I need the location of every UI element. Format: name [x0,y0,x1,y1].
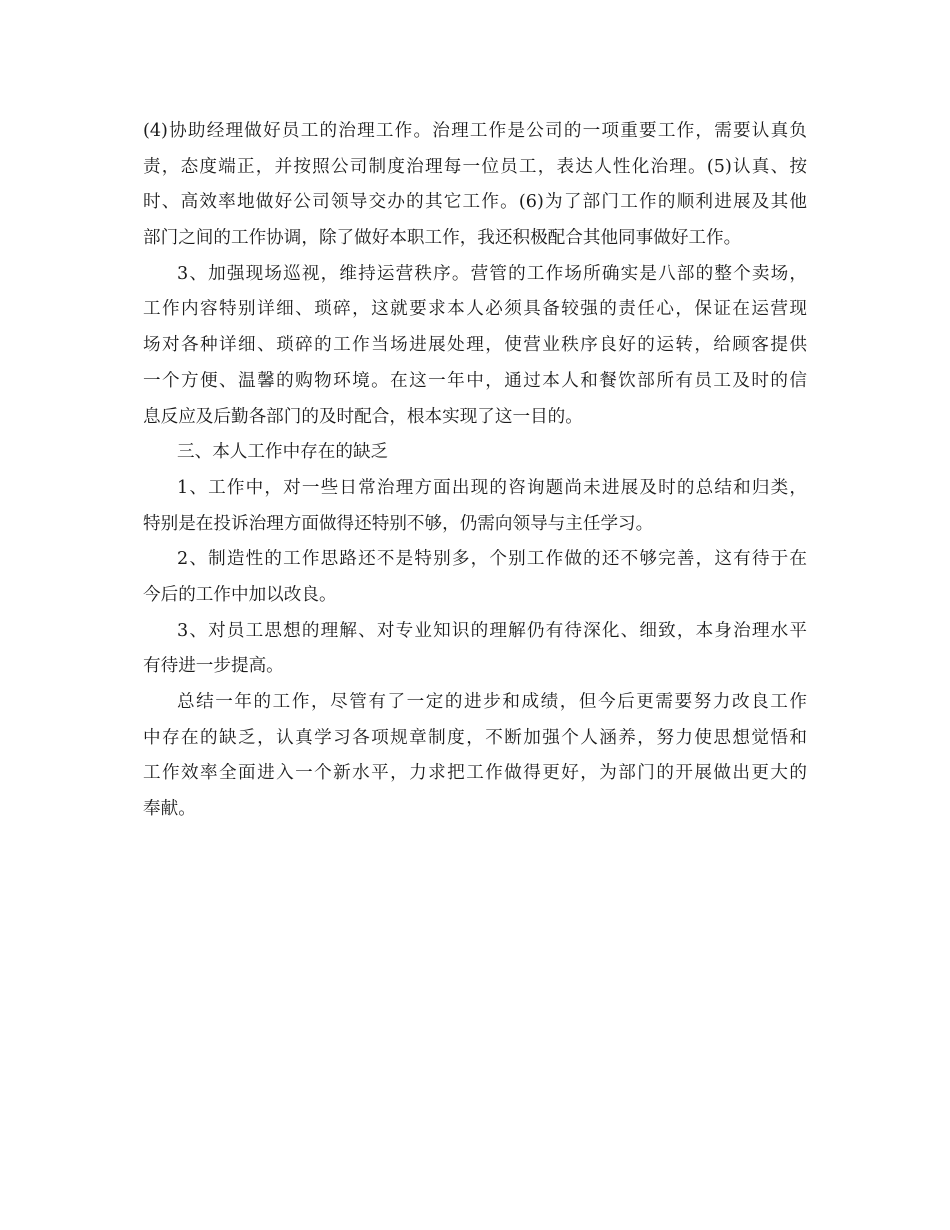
text-line: 息反应及后勤各部门的及时配合，根本实现了这一目的。 [143,406,583,427]
text-line: 今后的工作中加以改良。 [143,584,337,605]
text-line: 2、制造性的工作思路还不是特别多，个别工作做的还不够完善，这有待于在 [177,549,807,570]
text-line: 有待进一步提高。 [143,656,284,677]
document-body [143,114,807,828]
section-heading: 三、本人工作中存在的缺乏 [177,442,389,463]
text-line: 3、加强现场巡视，维持运营秩序。营管的工作场所确实是八部的整个卖场， [177,263,807,284]
text-line: 1、工作中，对一些日常治理方面出现的咨询题尚未进展及时的总结和归类， [177,477,807,498]
text-line: 部门之间的工作协调，除了做好本职工作，我还积极配合其他同事做好工作。 [143,228,742,249]
text-line: (4)协助经理做好员工的治理工作。治理工作是公司的一项重要工作，需要认真负 [143,121,807,141]
text-line: 奉献。 [143,799,196,820]
text-line: 工作内容特别详细、琐碎，这就要求本人必须具备较强的责任心，保证在运营现 [143,299,807,320]
text-line: 时、高效率地做好公司领导交办的其它工作。(6)为了部门工作的顺利进展及其他 [143,192,807,213]
text-line: 一个方便、温馨的购物环境。在这一年中，通过本人和餐饮部所有员工及时的信 [143,370,807,391]
text-line: 特别是在投诉治理方面做得还特别不够，仍需向领导与主任学习。 [143,513,654,534]
text-line: 总结一年的工作，尽管有了一定的进步和成绩，但今后更需要努力改良工作 [177,692,807,712]
text-line: 工作效率全面进入一个新水平，力求把工作做得更好，为部门的开展做出更大的 [143,763,807,784]
text-line: 中存在的缺乏，认真学习各项规章制度，不断加强个人涵养，努力使思想觉悟和 [143,727,807,748]
text-line: 责，态度端正，并按照公司制度治理每一位员工，表达人性化治理。(5)认真、按 [143,156,807,177]
text-line: 3、对员工思想的理解、对专业知识的理解仍有待深化、细致，本身治理水平 [177,620,807,641]
text-line: 场对各种详细、琐碎的工作当场进展处理，使营业秩序良好的运转，给顾客提供 [143,335,807,356]
